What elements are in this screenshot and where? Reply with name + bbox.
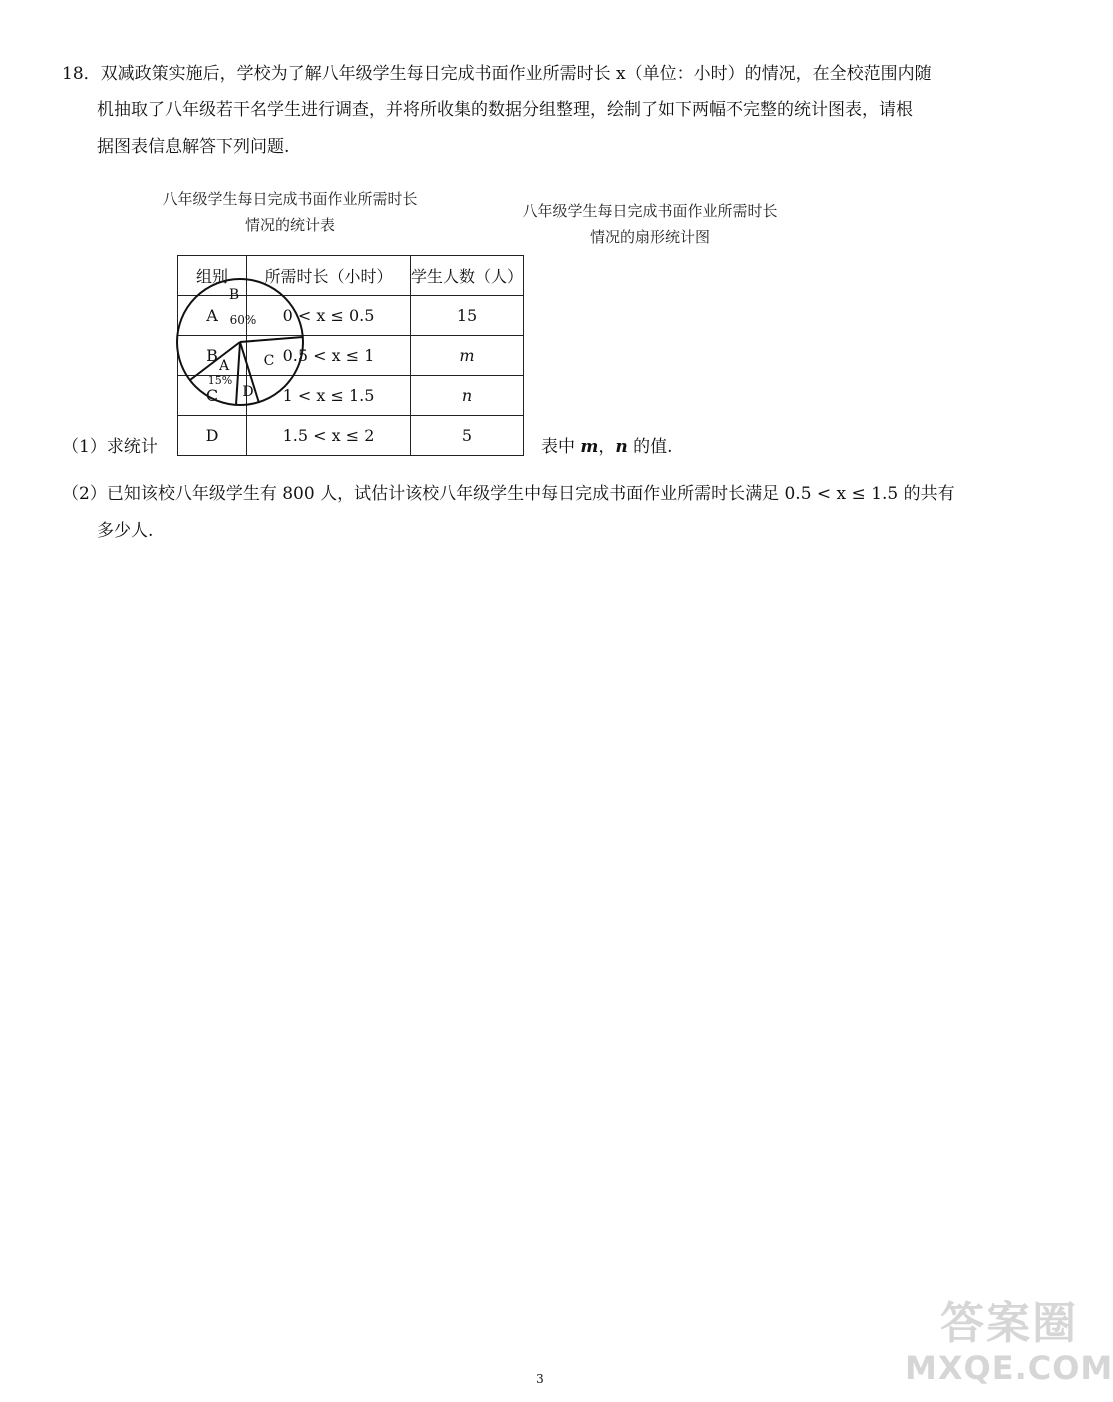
page-number: 3	[536, 1372, 544, 1386]
q1-left-text: （1）求统计	[62, 437, 158, 457]
question-line-2: 机抽取了八年级若干名学生进行调查，并将所收集的数据分组整理，绘制了如下两幅不完整的统计图表，请根	[97, 100, 913, 120]
q2-line-2: 多少人.	[97, 521, 154, 541]
q1-separator: ，	[598, 437, 616, 457]
q1-right-text	[541, 436, 673, 458]
cell-range: 1 < x ≤ 1.5	[247, 376, 411, 416]
q2-line-1: （2）已知该校八年级学生有 800 人，试估计该校八年级学生中每日完成书面作业所需时长满足 0.5 < x ≤ 1.5 的共有	[62, 484, 955, 504]
cell-range: 0.5 < x ≤ 1	[247, 336, 411, 376]
q1-variable-n: n	[615, 437, 628, 457]
pie-title-line-2: 情况的扇形统计图	[589, 228, 710, 246]
pie-divider-da	[236, 342, 240, 405]
table-title	[140, 186, 440, 238]
cell-group: B	[178, 336, 247, 376]
pie-divider-bc	[240, 337, 303, 342]
pie-label-c: C	[263, 353, 275, 369]
header-duration: 所需时长（小时）	[247, 256, 411, 296]
cell-range: 1.5 < x ≤ 2	[247, 416, 411, 456]
pie-label-b-percent: 60%	[229, 313, 257, 327]
question-line-3: 据图表信息解答下列问题.	[97, 137, 290, 157]
watermark-line-1: 答案圈	[940, 1298, 1079, 1349]
cell-count: n	[411, 376, 524, 416]
cell-range: 0 < x ≤ 0.5	[247, 296, 411, 336]
pie-title	[500, 198, 800, 250]
pie-label-d: D	[242, 384, 254, 400]
q1-suffix: 的值.	[627, 437, 673, 457]
table-title-line-2: 情况的统计表	[244, 216, 335, 234]
header-group: 组别	[178, 256, 247, 296]
q1-prefix: 表中	[541, 437, 581, 457]
pie-label-a: A	[218, 358, 230, 374]
table-row	[178, 416, 524, 456]
cell-count: 15	[411, 296, 524, 336]
pie-label-b: B	[228, 287, 240, 303]
pie-title-line-1: 八年级学生每日完成书面作业所需时长	[522, 202, 778, 220]
cell-count: m	[411, 336, 524, 376]
question-line-1: 18．双减政策实施后，学校为了解八年级学生每日完成书面作业所需时长 x（单位：小时）的情况，在全校范围内随	[62, 64, 932, 84]
pie-label-a-percent: 15%	[207, 374, 233, 387]
watermark-line-2: MXQE.COM	[905, 1349, 1113, 1387]
pie-chart	[170, 272, 310, 412]
cell-group: D	[178, 416, 247, 456]
table-title-line-1: 八年级学生每日完成书面作业所需时长	[162, 190, 418, 208]
cell-count: 5	[411, 416, 524, 456]
cell-group: C	[178, 376, 247, 416]
header-count: 学生人数（人）	[411, 256, 524, 296]
q1-variable-m: m	[580, 437, 599, 457]
cell-group: A	[178, 296, 247, 336]
